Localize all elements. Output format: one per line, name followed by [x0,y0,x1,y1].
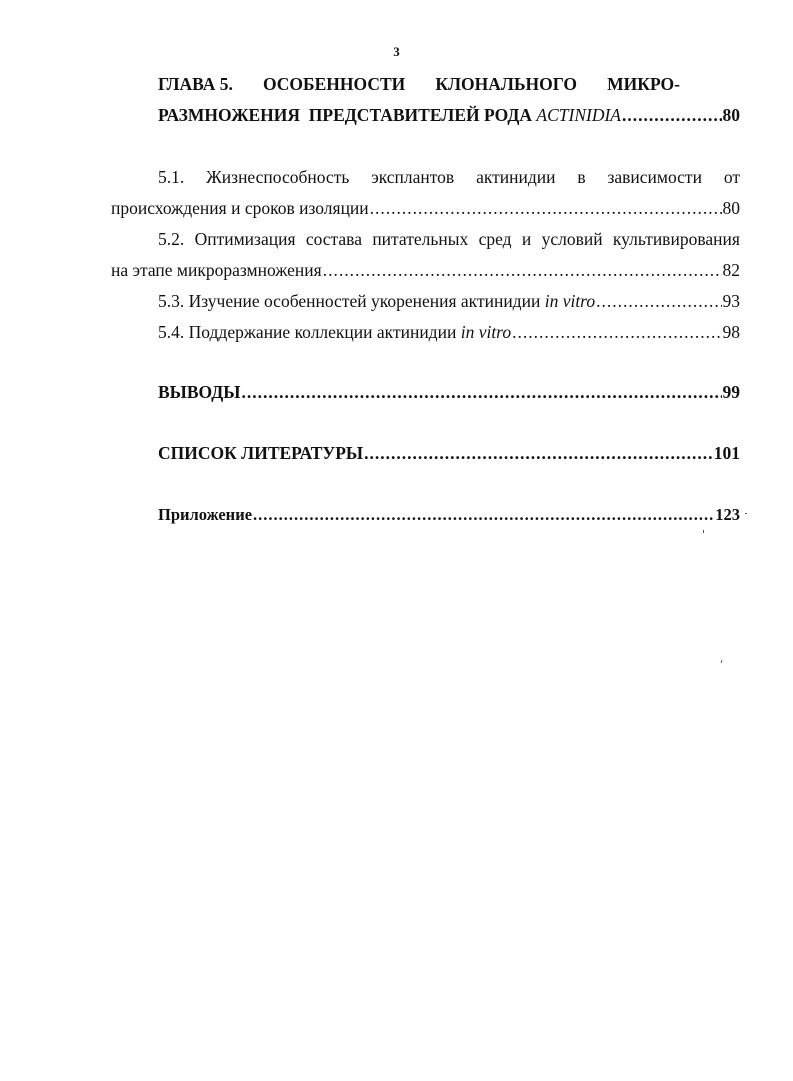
conclusions-label: ВЫВОДЫ [158,382,241,402]
conclusions-page: 99 [722,382,740,402]
section-5-2-line-1 [158,227,740,251]
toc-word: зависимости [607,167,702,187]
toc-word: питательных [372,229,469,249]
section-5-4[interactable] [158,320,740,344]
section-5-2-line-2[interactable] [111,258,740,282]
toc-word: актинидии [476,167,556,187]
chapter-word: РОДА [484,105,533,125]
appendix-entry[interactable] [158,503,740,527]
section-5-1-line-2[interactable] [111,196,740,220]
dot-leader [253,503,714,527]
toc-word: Жизнеспособность [206,167,350,187]
appendix-label: Приложение [158,505,253,524]
scan-speck [721,660,723,663]
toc-word: и [521,229,532,249]
chapter-word: МИКРО- [607,74,680,94]
toc-entry-italic: in vitro [544,291,596,311]
toc-entry-page: 80 [722,198,740,218]
section-5-3[interactable] [158,289,740,313]
toc-word: от [723,167,740,187]
dot-leader [622,103,722,127]
toc-entry-text [158,289,595,313]
toc-word: культивирования [612,229,740,249]
toc-entry-italic: in vitro [460,322,512,342]
chapter-word: ОСОБЕННОСТИ [262,74,406,94]
toc-entry-main-text: 5.3. Изучение особенностей укоренения актинидии [158,291,545,311]
toc-word: эксплантов [371,167,455,187]
toc-word: сред [478,229,512,249]
dot-leader [370,196,722,220]
toc-word: Оптимизация [194,229,296,249]
references-entry[interactable] [158,441,740,465]
section-5-1-line-1 [158,165,740,189]
toc-entry-page: 93 [722,291,740,311]
chapter-5-heading-line-1 [158,72,680,96]
conclusions-entry[interactable] [158,380,740,404]
chapter-word: ГЛАВА 5. [158,74,233,94]
dot-leader [323,258,722,282]
toc-word: 5.1. [158,167,185,187]
chapter-5-heading-line-2[interactable] [158,103,740,127]
toc-entry-text: происхождения и сроков изоляции [111,198,369,218]
page-number: 3 [393,44,400,59]
chapter-page: 80 [722,105,740,125]
dot-leader [596,289,721,313]
toc-word: 5.2. [158,229,185,249]
toc-entry-main-text: 5.4. Поддержание коллекции актинидии [158,322,461,342]
toc-entry-page: 98 [722,322,740,342]
references-page: 101 [713,443,740,463]
chapter-word: ПРЕДСТАВИТЕЛЕЙ [308,105,480,125]
toc-entry-page: 82 [722,260,740,280]
dot-leader [242,380,722,404]
chapter-word: КЛОНАЛЬНОГО [435,74,578,94]
genus-name: ACTINIDIA [536,105,621,125]
toc-word: в [577,167,586,187]
dot-leader [512,320,721,344]
scan-speck [745,513,747,514]
chapter-word: РАЗМНОЖЕНИЯ [158,105,301,125]
toc-entry-text [158,320,511,344]
toc-word: условий [541,229,603,249]
scan-speck [703,530,704,533]
toc-entry-text: на этапе микроразмножения [111,260,322,280]
dot-leader [364,441,713,465]
toc-word: состава [305,229,362,249]
appendix-page: 123 [715,505,740,524]
references-label: СПИСОК ЛИТЕРАТУРЫ [158,443,364,463]
